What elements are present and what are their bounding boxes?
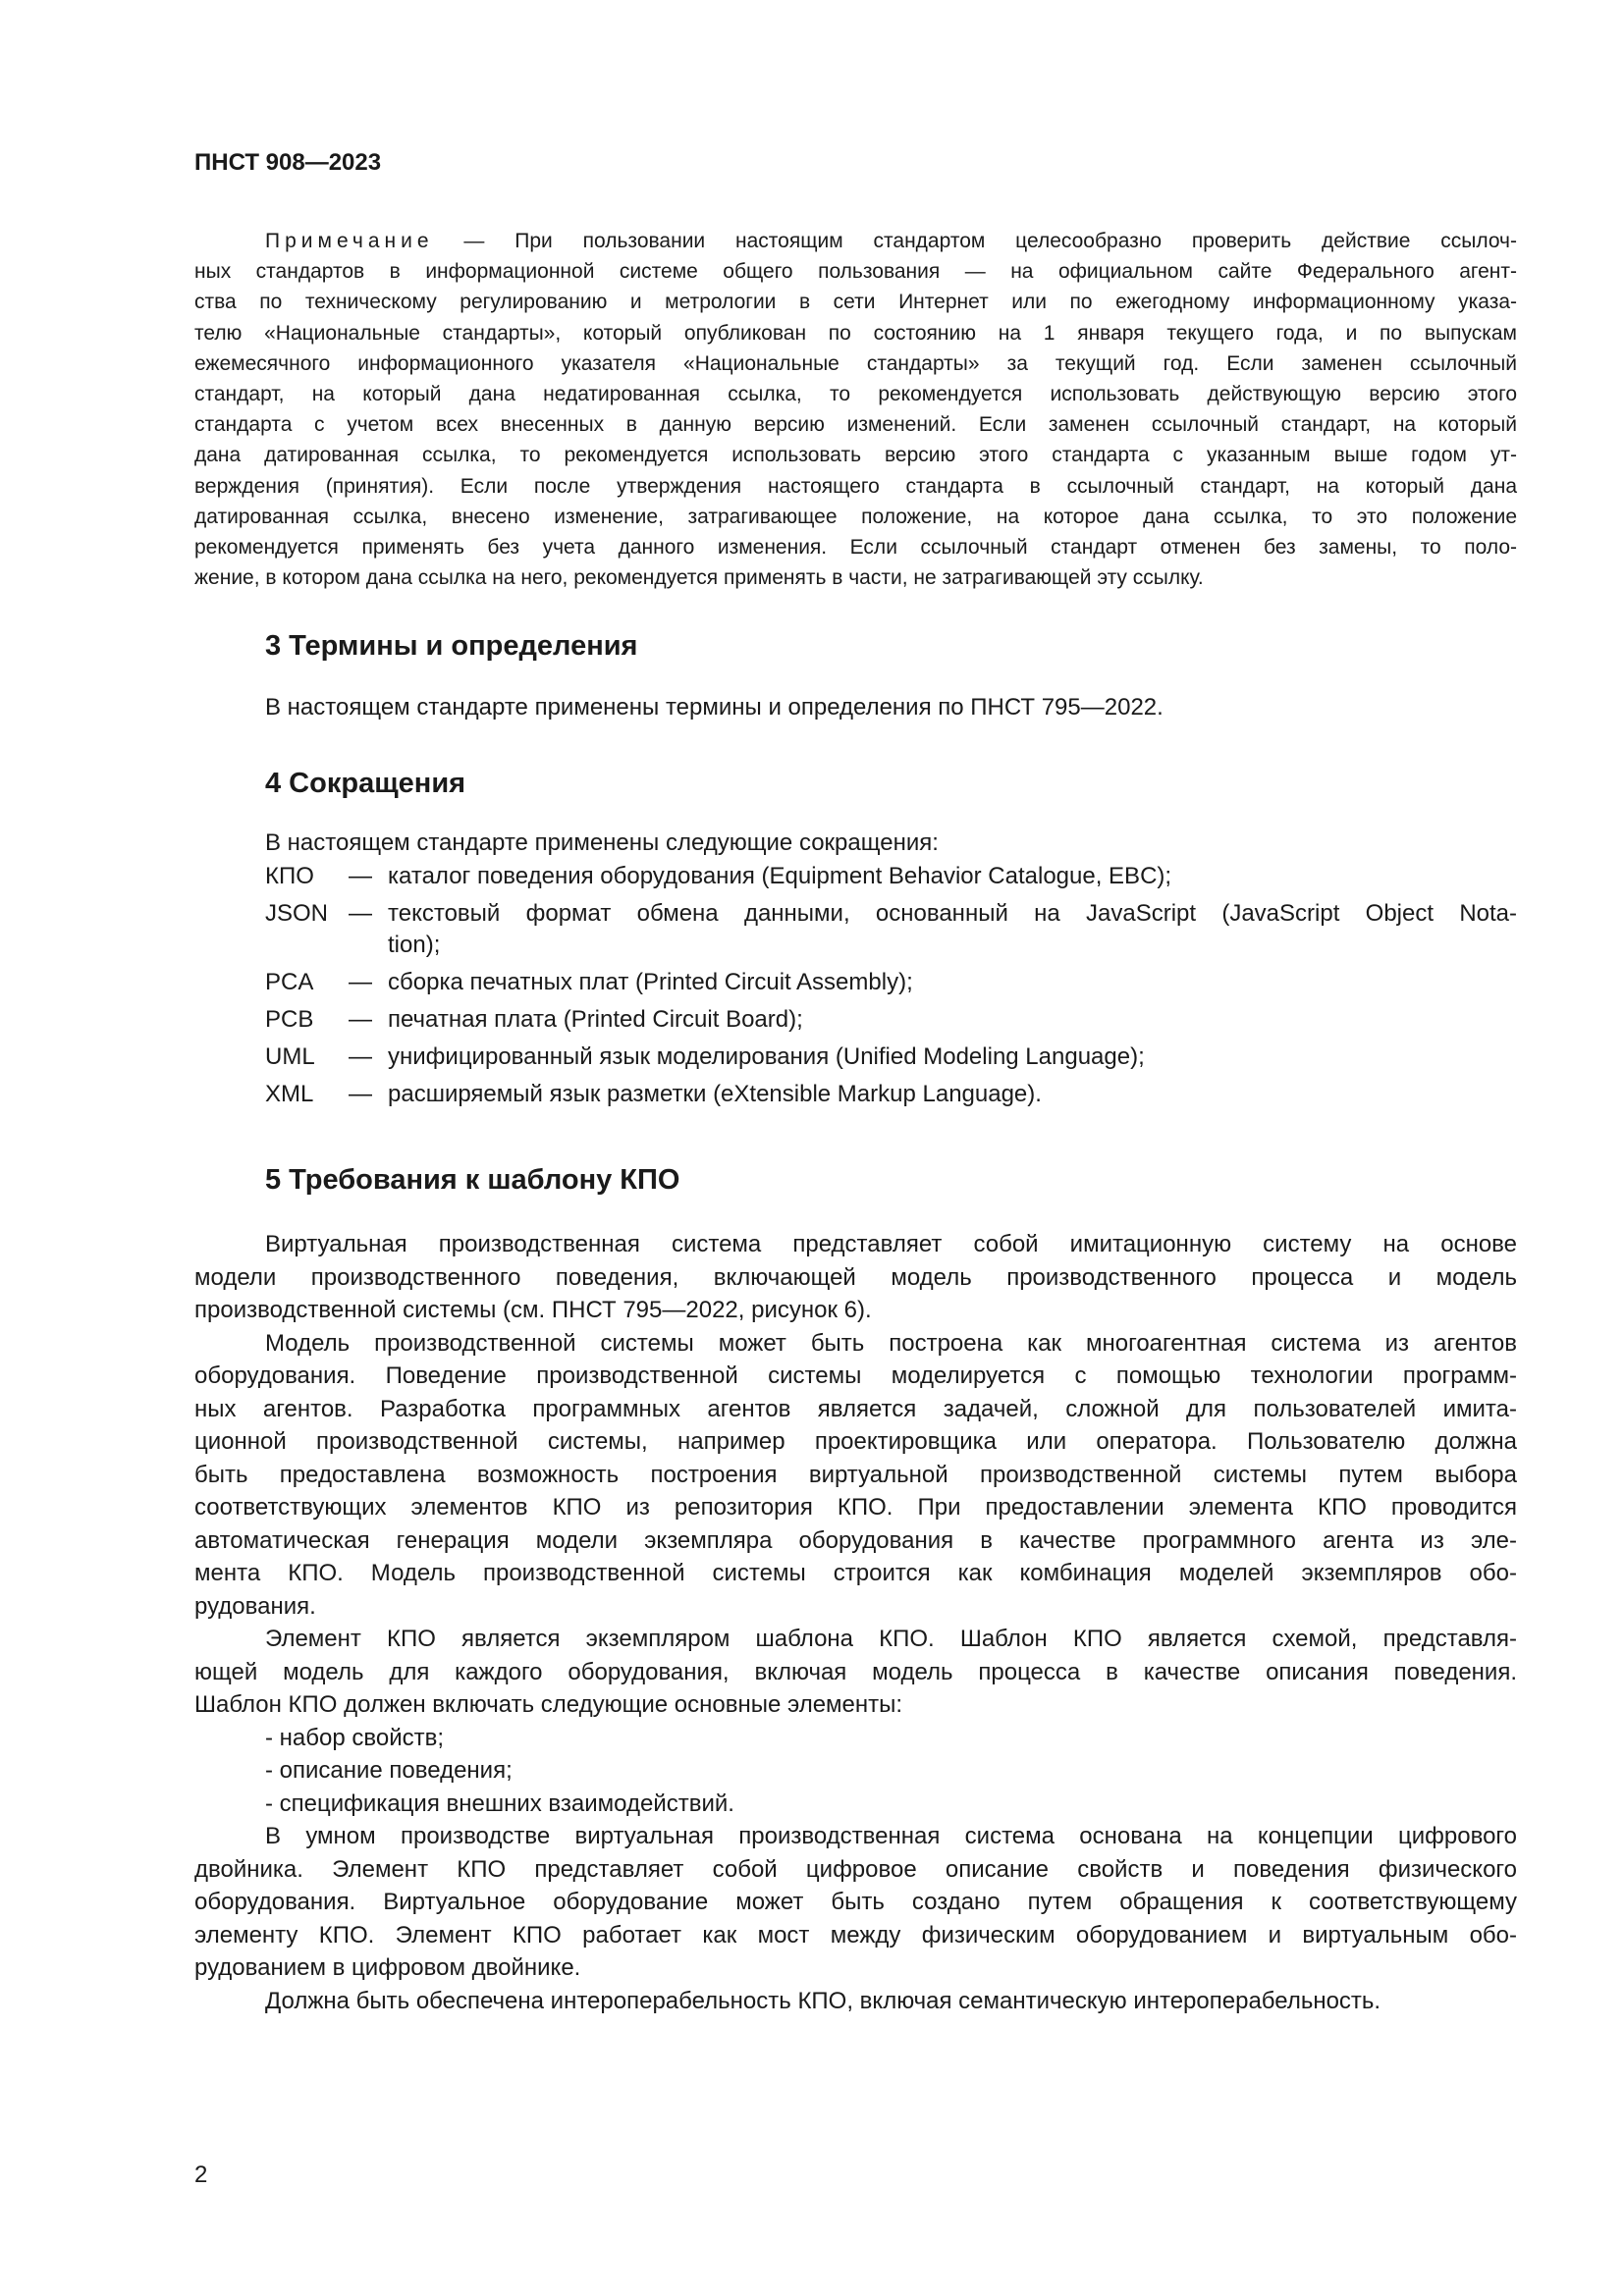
section-4-heading: 4 Сокращения [265,768,466,799]
paragraph-line: рудованием в цифровом двойнике. [194,1954,581,1981]
paragraph-line: двойника. Элемент КПО представляет собой цифровое описание свойств и поведения физического [194,1855,1517,1883]
paragraph-line: автоматическая генерация модели экземпляра оборудования в качестве программного агента из эле- [194,1526,1517,1554]
definition-line: каталог поведения оборудования (Equipment Behavior Catalogue, EBC); [388,863,1172,889]
abbreviation-definition [388,967,1517,998]
abbreviation-dash: — [349,900,372,927]
abbreviation-item [265,1041,1517,1073]
paragraph-line: Виртуальная производственная система представляет собой имитационную систему на основе [265,1231,1517,1257]
abbreviation-definition [388,898,1517,961]
note-line: дана датированная ссылка, то рекомендуется использовать версию этого стандарта с указанным выше годом ут- [194,444,1517,467]
paragraph [194,1754,1517,1788]
note-line: рекомендуется применять без учета данного изменения. Если ссылочный стандарт отменен без замены, то поло- [194,536,1517,560]
section-5-heading: 5 Требования к шаблону КПО [265,1164,680,1196]
paragraph-line: соответствующих элементов КПО из репозитория КПО. При предоставлении элемента КПО проводится [194,1494,1517,1521]
paragraph-line: - описание поведения; [265,1757,513,1784]
definition-line: tion); [388,932,441,958]
paragraph-line: - набор свойств; [265,1724,445,1751]
abbreviation-item [265,1079,1517,1110]
paragraph-line: В умном производстве виртуальная производственная система основана на концепции цифрового [265,1823,1517,1849]
paragraph [194,1985,1517,2018]
abbreviation-item [265,967,1517,998]
paragraph-line: мента КПО. Модель производственной системы строится как комбинация моделей экземпляров обо- [194,1560,1517,1586]
section-5-body [194,1228,1517,2017]
section-4-intro: В настоящем стандарте применены следующие сокращения: [265,829,939,856]
note-line: ежемесячного информационного указателя «Национальные стандарты» за текущий год. Если заменен ссылочный [194,351,1517,375]
abbreviation-definition [388,1041,1517,1073]
abbreviation-dash: — [349,969,372,995]
section-3-text: В настоящем стандарте применены термины и определения по ПНСТ 795—2022. [265,694,1164,721]
note-line: ных стандартов в информационной системе общего пользования — на официальном сайте Федерального агент- [194,260,1517,284]
paragraph-line: Модель производственной системы может быть построена как многоагентная система из агентов [265,1329,1517,1357]
paragraph-line: модели производственного поведения, включающей модель производственного процесса и модель [194,1263,1517,1291]
abbreviation-term: JSON [265,900,329,927]
paragraph [194,1327,1517,1624]
paragraph-line: Шаблон КПО должен включать следующие основные элементы: [194,1691,903,1718]
note-line: стандарта с учетом всех внесенных в данную версию изменений. Если заменен ссылочный стандарт, на который [194,413,1517,437]
abbreviation-term: PCB [265,1006,314,1033]
abbreviation-dash: — [349,1081,372,1107]
abbreviation-definition [388,1004,1517,1036]
paragraph [194,1722,1517,1755]
abbreviation-definition [388,861,1517,892]
note-line: датированная ссылка, внесено изменение, затрагивающее положение, на которое дана ссылка, то это положение [194,505,1517,528]
paragraph-line: - спецификация внешних взаимодействий. [265,1789,734,1817]
abbreviation-term: UML [265,1043,315,1070]
abbreviation-item [265,861,1517,892]
paragraph-line: оборудования. Поведение производственной системы моделируется с помощью технологии программ- [194,1362,1517,1389]
paragraph-line: Элемент КПО является экземпляром шаблона КПО. Шаблон КПО является схемой, представля- [265,1626,1517,1652]
note-line: ства по техническому регулированию и метрологии в сети Интернет или по ежегодному информационному указа- [194,291,1517,314]
reference-note [194,226,1517,593]
abbreviations-list [265,861,1517,1116]
note-line: стандарт, на который дана недатированная ссылка, то рекомендуется использовать действующую версию этого [194,383,1517,406]
paragraph-line: Должна быть обеспечена интероперабельность КПО, включая семантическую интероперабельность. [265,1987,1381,2014]
note-line: Примечание — При пользовании настоящим стандартом целесообразно проверить действие ссылоч- [265,230,1517,252]
abbreviation-term: КПО [265,863,314,889]
abbreviation-item [265,898,1517,961]
paragraph-line: ных агентов. Разработка программных агентов является задачей, сложной для пользователей имита- [194,1395,1517,1422]
paragraph [194,1820,1517,1985]
paragraph [194,1228,1517,1327]
note-line: верждения (принятия). Если после утверждения настоящего стандарта в ссылочный стандарт, на который дана [194,474,1517,498]
definition-line: текстовый формат обмена данными, основанный на JavaScript (JavaScript Object Nota- [388,900,1517,927]
abbreviation-definition [388,1079,1517,1110]
paragraph-line: элементу КПО. Элемент КПО работает как мост между физическим оборудованием и виртуальным обо- [194,1921,1517,1949]
paragraph-line: ционной производственной системы, например проектировщика или оператора. Пользователю должна [194,1428,1517,1455]
document-id-header: ПНСТ 908—2023 [194,149,382,176]
abbreviation-dash: — [349,1006,372,1033]
definition-line: сборка печатных плат (Printed Circuit Assembly); [388,969,913,995]
definition-line: печатная плата (Printed Circuit Board); [388,1006,803,1033]
paragraph [194,1788,1517,1821]
note-line: жение, в котором дана ссылка на него, рекомендуется применять в части, не затрагивающей эту ссылку. [194,566,1204,590]
definition-line: расширяемый язык разметки (eXtensible Markup Language). [388,1081,1042,1107]
abbreviation-item [265,1004,1517,1036]
abbreviation-term: PCA [265,969,314,995]
paragraph-line: ющей модель для каждого оборудования, включая модель процесса в качестве описания поведения. [194,1658,1517,1685]
paragraph-line: производственной системы (см. ПНСТ 795—2022, рисунок 6). [194,1297,872,1323]
abbreviation-term: XML [265,1081,314,1107]
abbreviation-dash: — [349,1043,372,1070]
paragraph-line: быть предоставлена возможность построения виртуальной производственной системы путем выбора [194,1461,1517,1488]
paragraph-line: оборудования. Виртуальное оборудование может быть создано путем обращения к соответствующему [194,1889,1517,1915]
section-3-heading: 3 Термины и определения [265,630,638,662]
paragraph [194,1623,1517,1722]
note-label: Примечание [265,230,434,252]
page-number: 2 [194,2162,208,2188]
note-line: телю «Национальные стандарты», который опубликован по состоянию на 1 января текущего года, и по выпускам [194,321,1517,345]
abbreviation-dash: — [349,863,372,889]
definition-line: унифицированный язык моделирования (Unified Modeling Language); [388,1043,1145,1070]
paragraph-line: рудования. [194,1592,316,1620]
